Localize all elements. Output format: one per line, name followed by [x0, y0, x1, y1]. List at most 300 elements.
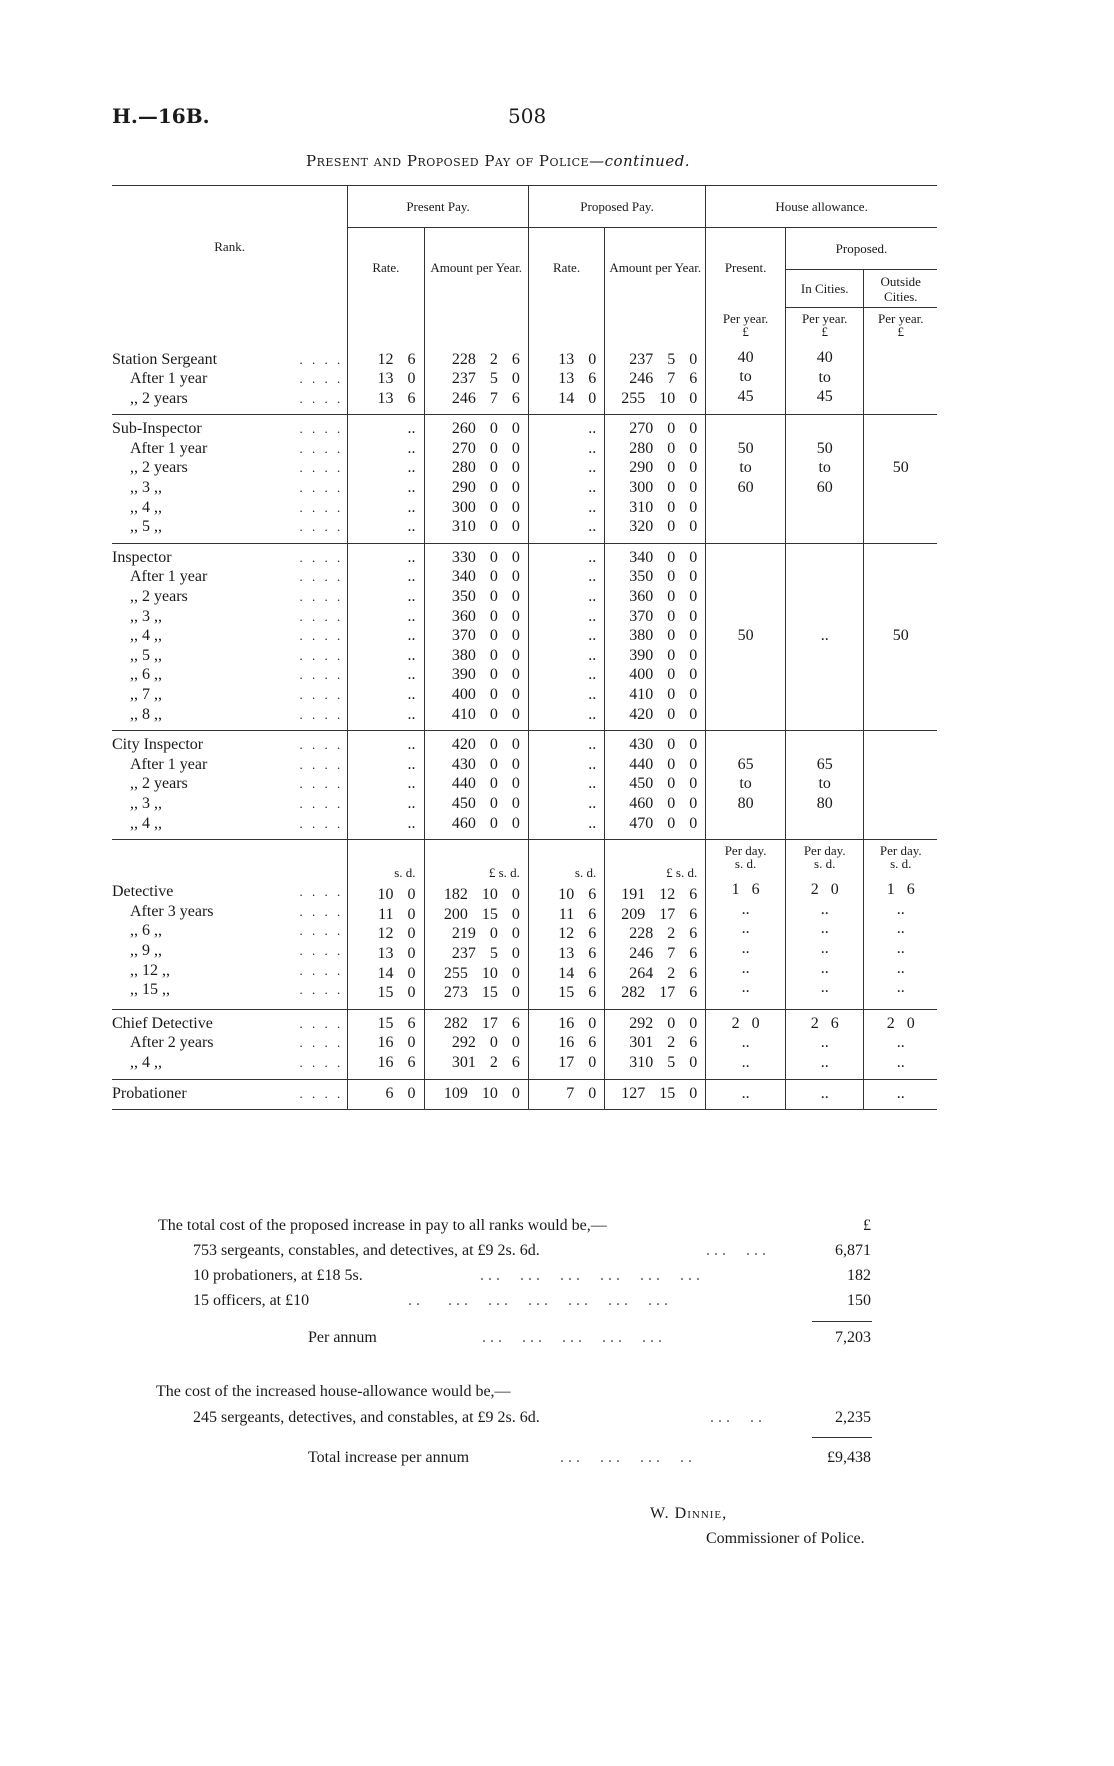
rank-label-cell: [112, 731, 348, 840]
allowance-outside-cities-cell: [864, 543, 937, 730]
proposed-rate-cell: [528, 731, 604, 840]
rank-name: ,, 4 ,, . . . .: [130, 498, 344, 516]
summary-value-sergeants: 6,871: [835, 1242, 871, 1259]
summary-value-house: 2,235: [835, 1409, 871, 1426]
proposed-amount: 127 15 0: [621, 1084, 698, 1102]
present-amount: 255 10 0: [443, 964, 520, 982]
present-amount: 237 5 0: [451, 944, 520, 962]
proposed-rate: ..: [588, 755, 597, 773]
present-rate: 13 6: [377, 389, 416, 407]
proposed-rate-cell: [528, 840, 604, 1010]
allowance-in-cities-cell: [785, 840, 864, 1010]
rank-name: ,, 2 years . . . .: [130, 459, 344, 477]
rank-name-text: After 2 years: [130, 1034, 214, 1052]
unit-label: s. d.: [890, 856, 912, 872]
proposed-rate: ..: [588, 588, 597, 606]
present-amount: 301 2 6: [451, 1053, 520, 1071]
summary-intro-house: The cost of the increased house-allowance would be,—: [156, 1383, 511, 1400]
page-number: 508: [508, 104, 547, 128]
rank-name-text: After 3 years: [130, 902, 214, 920]
proposed-amount: 237 5 0: [629, 350, 698, 368]
proposed-rate: ..: [588, 627, 597, 645]
present-amount: 440 0 0: [451, 775, 520, 793]
rank-group: [112, 1079, 937, 1110]
present-amount: 300 0 0: [451, 498, 520, 516]
rank-label-cell: [112, 308, 348, 415]
rank-label-cell: [112, 1079, 348, 1110]
unit-label: Per day.: [803, 843, 846, 859]
total-increase-value: £9,438: [827, 1449, 871, 1466]
present-amount: 420 0 0: [451, 736, 520, 754]
proposed-amount-header: Amount per Year.: [605, 228, 706, 308]
allowance-value: 50: [892, 627, 909, 645]
proposed-amount-cell: [605, 1009, 706, 1079]
present-amount: 360 0 0: [451, 607, 520, 625]
proposed-amount-cell: [605, 415, 706, 544]
rank-name: ,, 12 ,, . . . .: [130, 961, 344, 979]
present-rate: 16 6: [377, 1053, 416, 1071]
unit-label: £ s. d.: [488, 865, 520, 881]
present-amount: 290 0 0: [451, 479, 520, 497]
rank-label-cell: [112, 840, 348, 1010]
allowance-value: 1 6: [886, 881, 915, 899]
rank-name-text: ,, 6 ,,: [130, 666, 162, 684]
rank-name: ,, 4 ,, . . . .: [130, 627, 344, 645]
rank-label-cell: [112, 1009, 348, 1079]
present-amount: 450 0 0: [451, 794, 520, 812]
per-annum-label: Per annum: [308, 1329, 377, 1346]
proposed-amount: 264 2 6: [629, 964, 698, 982]
proposed-rate: ..: [588, 646, 597, 664]
allowance-present-cell: [706, 731, 786, 840]
present-amount: 237 5 0: [451, 370, 520, 388]
present-amount: 219 0 0: [451, 925, 520, 943]
unit-label: Per day.: [879, 843, 922, 859]
allowance-value: ..: [741, 1053, 750, 1071]
rank-name-text: ,, 6 ,,: [130, 922, 162, 940]
allowance-value: 50: [737, 439, 754, 457]
present-amount: 380 0 0: [451, 646, 520, 664]
unit-label: Per year.: [722, 310, 769, 326]
proposed-rate: ..: [588, 666, 597, 684]
present-amount: 430 0 0: [451, 755, 520, 773]
allowance-proposed-header: Proposed.: [785, 228, 937, 270]
present-amount: 246 7 6: [451, 389, 520, 407]
allowance-outside-cities-cell: [864, 840, 937, 1010]
proposed-rate: 7 0: [566, 1084, 597, 1102]
summary-rule-2: [812, 1437, 872, 1438]
allowance-value: to: [739, 368, 752, 386]
present-amount: 270 0 0: [451, 439, 520, 457]
proposed-rate: ..: [588, 814, 597, 832]
summary-value-probationers: 182: [847, 1267, 871, 1284]
proposed-amount: 280 0 0: [629, 439, 698, 457]
proposed-amount: 246 7 6: [629, 370, 698, 388]
proposed-amount: 350 0 0: [629, 568, 698, 586]
present-rate: ..: [407, 627, 416, 645]
proposed-rate-cell: [528, 1079, 604, 1110]
rank-name-text: ,, 3 ,,: [130, 607, 162, 625]
proposed-rate: 14 0: [558, 389, 597, 407]
rank-name-text: ,, 2 years: [130, 389, 188, 407]
present-rate: 15 0: [377, 984, 416, 1002]
proposed-amount: 390 0 0: [629, 646, 698, 664]
present-amount: 200 15 0: [443, 905, 520, 923]
present-amount: 228 2 6: [451, 350, 520, 368]
rank-group: [112, 415, 937, 544]
proposed-amount: 282 17 6: [621, 984, 698, 1002]
summary-currency: £: [863, 1217, 871, 1234]
allowance-outside-cities-cell: [864, 731, 937, 840]
present-rate: 10 0: [377, 886, 416, 904]
proposed-amount: 360 0 0: [629, 588, 698, 606]
rank-name-text: ,, 5 ,,: [130, 518, 162, 536]
present-amount: 282 17 6: [443, 1014, 520, 1032]
proposed-amount: 470 0 0: [629, 814, 698, 832]
allowance-value: ..: [820, 1053, 829, 1071]
proposed-amount: 380 0 0: [629, 627, 698, 645]
present-rate: ..: [407, 666, 416, 684]
allowance-value: 50: [892, 459, 909, 477]
present-amount-cell: [424, 1079, 528, 1110]
allowance-value: ..: [896, 900, 905, 918]
allowance-in-cities-cell: [785, 1009, 864, 1079]
allowance-value: ..: [820, 1084, 829, 1102]
present-rate-cell: [348, 731, 424, 840]
rank-name-text: After 1 year: [130, 439, 208, 457]
proposed-rate-cell: [528, 543, 604, 730]
present-rate: 13 0: [377, 370, 416, 388]
present-amount-cell: [424, 840, 528, 1010]
rank-group: [112, 731, 937, 840]
proposed-rate: 13 0: [558, 350, 597, 368]
allowance-value: ..: [741, 900, 750, 918]
rank-name: Chief Detective . . . .: [112, 1014, 344, 1032]
present-amount: 460 0 0: [451, 814, 520, 832]
rank-name-text: Station Sergeant: [112, 350, 218, 368]
summary-line-sergeants: 753 sergeants, constables, and detectives, at £9 2s. 6d.: [193, 1242, 540, 1259]
present-rate: ..: [407, 479, 416, 497]
rank-name-text: Inspector: [112, 548, 172, 566]
proposed-amount-cell: [605, 308, 706, 415]
present-amount-cell: [424, 543, 528, 730]
present-rate: 12 0: [377, 925, 416, 943]
rank-name-text: ,, 3 ,,: [130, 479, 162, 497]
unit-label: £: [742, 323, 749, 339]
allowance-value: to: [818, 775, 831, 793]
rank-name: Sub-Inspector . . . .: [112, 420, 344, 438]
rank-name-text: ,, 5 ,,: [130, 646, 162, 664]
allowance-value: 40: [737, 348, 754, 366]
title-main: Present and Proposed Pay of Police: [306, 152, 590, 170]
present-rate: 15 6: [377, 1014, 416, 1032]
proposed-rate: ..: [588, 498, 597, 516]
present-rate: ..: [407, 705, 416, 723]
rank-name-text: ,, 4 ,,: [130, 814, 162, 832]
allowance-value: ..: [820, 627, 829, 645]
rank-name: After 1 year . . . .: [130, 568, 344, 586]
rank-name: Inspector . . . .: [112, 548, 344, 566]
summary-line-officers: 15 officers, at £10: [193, 1292, 310, 1309]
allowance-present-cell: [706, 1079, 786, 1110]
in-cities-header: In Cities.: [785, 270, 864, 308]
allowance-in-cities-cell: [785, 1079, 864, 1110]
proposed-amount: 340 0 0: [629, 548, 698, 566]
rank-name: ,, 8 ,, . . . .: [130, 705, 344, 723]
proposed-rate: 16 0: [558, 1014, 597, 1032]
present-amount-header: Amount per Year.: [424, 228, 528, 308]
allowance-outside-cities-cell: [864, 1079, 937, 1110]
proposed-rate: 10 6: [558, 886, 597, 904]
allowance-value: ..: [820, 920, 829, 938]
proposed-amount: 300 0 0: [629, 479, 698, 497]
signature-name: W. Dinnie,: [650, 1505, 728, 1522]
unit-label: s. d.: [574, 865, 597, 881]
proposed-amount: 209 17 6: [621, 905, 698, 923]
page-title: [306, 152, 690, 170]
pay-table: [112, 185, 937, 1110]
rank-name: After 2 years . . . .: [130, 1034, 344, 1052]
proposed-rate: 17 0: [558, 1053, 597, 1071]
present-rate: 11 0: [378, 905, 416, 923]
proposed-amount: 400 0 0: [629, 666, 698, 684]
allowance-value: 40: [816, 349, 833, 366]
proposed-amount: 246 7 6: [629, 944, 698, 962]
present-amount: 273 15 0: [443, 984, 520, 1002]
allowance-outside-cities-cell: [864, 308, 937, 415]
rank-name: ,, 9 ,, . . . .: [130, 941, 344, 959]
present-amount-cell: [424, 308, 528, 415]
present-rate: ..: [407, 646, 416, 664]
rank-name-text: ,, 4 ,,: [130, 498, 162, 516]
allowance-value: ..: [896, 959, 905, 977]
summary-intro: The total cost of the proposed increase in pay to all ranks would be,—: [158, 1217, 607, 1234]
rank-header: Rank.: [112, 186, 348, 308]
allowance-value: 80: [816, 794, 833, 812]
present-rate: ..: [407, 686, 416, 703]
document-id: H.—16B.: [112, 104, 210, 128]
rank-name: ,, 5 ,, . . . .: [130, 646, 344, 664]
allowance-value: ..: [896, 979, 905, 997]
proposed-rate: 11 6: [558, 905, 597, 923]
present-rate-cell: [348, 415, 424, 544]
unit-label: £: [821, 324, 828, 339]
allowance-value: ..: [896, 1084, 905, 1102]
present-rate: ..: [407, 736, 416, 754]
rank-label-cell: [112, 415, 348, 544]
allowance-value: 50: [737, 627, 754, 645]
present-rate: ..: [407, 459, 416, 477]
unit-label: £ s. d.: [666, 865, 698, 881]
present-rate: ..: [407, 498, 416, 516]
proposed-rate-cell: [528, 1009, 604, 1079]
allowance-value: ..: [741, 1084, 750, 1102]
allowance-value: 2 0: [810, 881, 839, 899]
present-amount: 292 0 0: [451, 1034, 520, 1052]
rank-name-text: ,, 4 ,,: [130, 1053, 162, 1071]
rank-name-text: ,, 3 ,,: [130, 794, 162, 812]
allowance-in-cities-cell: [785, 415, 864, 544]
present-amount: 390 0 0: [451, 666, 520, 684]
rank-name: ,, 3 ,, . . . .: [130, 607, 344, 625]
rank-name: After 3 years . . . .: [130, 902, 344, 920]
allowance-in-cities-cell: [785, 731, 864, 840]
proposed-rate: ..: [588, 439, 597, 457]
rank-name-text: ,, 12 ,,: [130, 961, 170, 979]
allowance-present-cell: [706, 1009, 786, 1079]
present-amount: 310 0 0: [451, 518, 520, 536]
present-rate: ..: [407, 755, 416, 773]
rank-name: City Inspector . . . .: [112, 736, 344, 754]
present-rate-header: Rate.: [348, 228, 424, 308]
present-amount: 182 10 0: [443, 886, 520, 904]
proposed-amount: 430 0 0: [629, 736, 698, 754]
proposed-rate: 15 6: [558, 984, 597, 1002]
proposed-rate: ..: [588, 705, 597, 723]
unit-label: s. d.: [394, 865, 416, 881]
proposed-amount: 450 0 0: [629, 775, 698, 793]
present-rate: ..: [407, 548, 416, 566]
rank-name: ,, 3 ,, . . . .: [130, 794, 344, 812]
present-amount: 330 0 0: [451, 548, 520, 566]
allowance-present-cell: [706, 415, 786, 544]
proposed-amount: 191 12 6: [621, 886, 698, 904]
proposed-rate: 14 6: [558, 964, 597, 982]
rank-name: After 1 year . . . .: [130, 439, 344, 457]
unit-label: s. d.: [814, 856, 836, 872]
rank-name: ,, 4 ,, . . . .: [130, 814, 344, 832]
rank-name: ,, 5 ,, . . . .: [130, 518, 344, 536]
rank-name-text: ,, 7 ,,: [130, 686, 162, 703]
present-rate: ..: [407, 518, 416, 536]
present-rate: 14 0: [377, 964, 416, 982]
proposed-amount: 370 0 0: [629, 607, 698, 625]
proposed-amount-cell: [605, 1079, 706, 1110]
present-amount: 400 0 0: [451, 686, 520, 703]
proposed-amount: 228 2 6: [629, 925, 698, 943]
proposed-amount-cell: [605, 731, 706, 840]
allowance-value: 45: [816, 388, 833, 406]
rank-label-cell: [112, 543, 348, 730]
rank-name: ,, 4 ,, . . . .: [130, 1053, 344, 1071]
present-amount: 410 0 0: [451, 705, 520, 723]
allowance-value: 45: [737, 387, 754, 405]
proposed-rate: ..: [588, 479, 597, 497]
rank-name-text: After 1 year: [130, 568, 208, 586]
summary-value-officers: 150: [847, 1292, 871, 1309]
proposed-amount: 410 0 0: [629, 686, 698, 703]
proposed-rate: 16 6: [558, 1034, 597, 1052]
rank-name-text: City Inspector: [112, 736, 204, 754]
allowance-value: 65: [737, 755, 754, 773]
present-amount-cell: [424, 731, 528, 840]
rank-name-text: ,, 2 years: [130, 459, 188, 477]
present-rate-cell: [348, 840, 424, 1010]
allowance-value: ..: [741, 920, 750, 938]
present-amount: 370 0 0: [451, 627, 520, 645]
allowance-value: ..: [896, 1053, 905, 1071]
allowance-value: 2 6: [810, 1014, 839, 1032]
unit-label: £: [897, 324, 904, 339]
per-annum-total: 7,203: [835, 1329, 871, 1346]
proposed-amount: 460 0 0: [629, 794, 698, 812]
allowance-value: ..: [741, 939, 750, 957]
allowance-value: 1 6: [731, 881, 760, 899]
proposed-rate: ..: [588, 420, 597, 438]
rank-name-text: After 1 year: [130, 755, 208, 773]
proposed-rate: ..: [588, 568, 597, 586]
allowance-present-header: Present.: [706, 228, 786, 308]
allowance-value: ..: [820, 1034, 829, 1052]
signature-title: Commissioner of Police.: [706, 1530, 865, 1547]
allowance-present-cell: [706, 840, 786, 1010]
proposed-rate: ..: [588, 518, 597, 536]
summary-line-house: 245 sergeants, detectives, and constables, at £9 2s. 6d.: [193, 1409, 540, 1426]
proposed-rate: 13 6: [558, 370, 597, 388]
rank-name-text: ,, 2 years: [130, 588, 188, 606]
present-rate: ..: [407, 568, 416, 586]
proposed-rate-cell: [528, 415, 604, 544]
rank-group: [112, 840, 937, 1010]
present-rate: 16 0: [377, 1034, 416, 1052]
rank-group: [112, 308, 937, 415]
rank-name: ,, 2 years . . . .: [130, 775, 344, 793]
allowance-value: 2 0: [731, 1014, 760, 1032]
present-rate: ..: [407, 420, 416, 438]
unit-label: Per day.: [724, 843, 767, 859]
allowance-in-cities-cell: [785, 543, 864, 730]
allowance-value: ..: [820, 900, 829, 918]
unit-label: Per year.: [801, 311, 848, 326]
rank-name: Probationer . . . .: [112, 1084, 344, 1102]
pay-table-body: [112, 308, 937, 1110]
rank-name: ,, 7 ,, . . . .: [130, 686, 344, 703]
rank-name-text: ,, 2 years: [130, 775, 188, 793]
present-rate-cell: [348, 308, 424, 415]
present-rate: ..: [407, 439, 416, 457]
summary-rule: [812, 1321, 872, 1322]
allowance-value: to: [818, 368, 831, 386]
rank-name-text: ,, 9 ,,: [130, 941, 162, 959]
proposed-rate: ..: [588, 736, 597, 754]
proposed-amount-cell: [605, 840, 706, 1010]
rank-name: ,, 2 years . . . .: [130, 389, 344, 407]
proposed-amount: 255 10 0: [621, 389, 698, 407]
present-rate: ..: [407, 794, 416, 812]
rank-name: ,, 2 years . . . .: [130, 588, 344, 606]
allowance-value: 2 0: [886, 1014, 915, 1032]
present-rate: ..: [407, 775, 416, 793]
allowance-value: ..: [820, 959, 829, 977]
allowance-value: 65: [816, 755, 833, 773]
proposed-rate: ..: [588, 686, 597, 703]
proposed-rate: 13 6: [558, 944, 597, 962]
allowance-value: 60: [816, 479, 833, 497]
present-rate: ..: [407, 607, 416, 625]
allowance-present-cell: [706, 543, 786, 730]
unit-label: Per year.: [878, 311, 924, 326]
proposed-amount-cell: [605, 543, 706, 730]
allowance-value: to: [739, 459, 752, 477]
allowance-value: 80: [737, 794, 754, 812]
proposed-amount: 320 0 0: [629, 518, 698, 536]
rank-name-text: After 1 year: [130, 370, 208, 388]
allowance-value: ..: [741, 1034, 750, 1052]
proposed-amount: 290 0 0: [629, 459, 698, 477]
allowance-value: ..: [896, 939, 905, 957]
proposed-amount: 310 5 0: [629, 1053, 698, 1071]
rank-name: ,, 15 ,, . . . .: [130, 981, 344, 999]
